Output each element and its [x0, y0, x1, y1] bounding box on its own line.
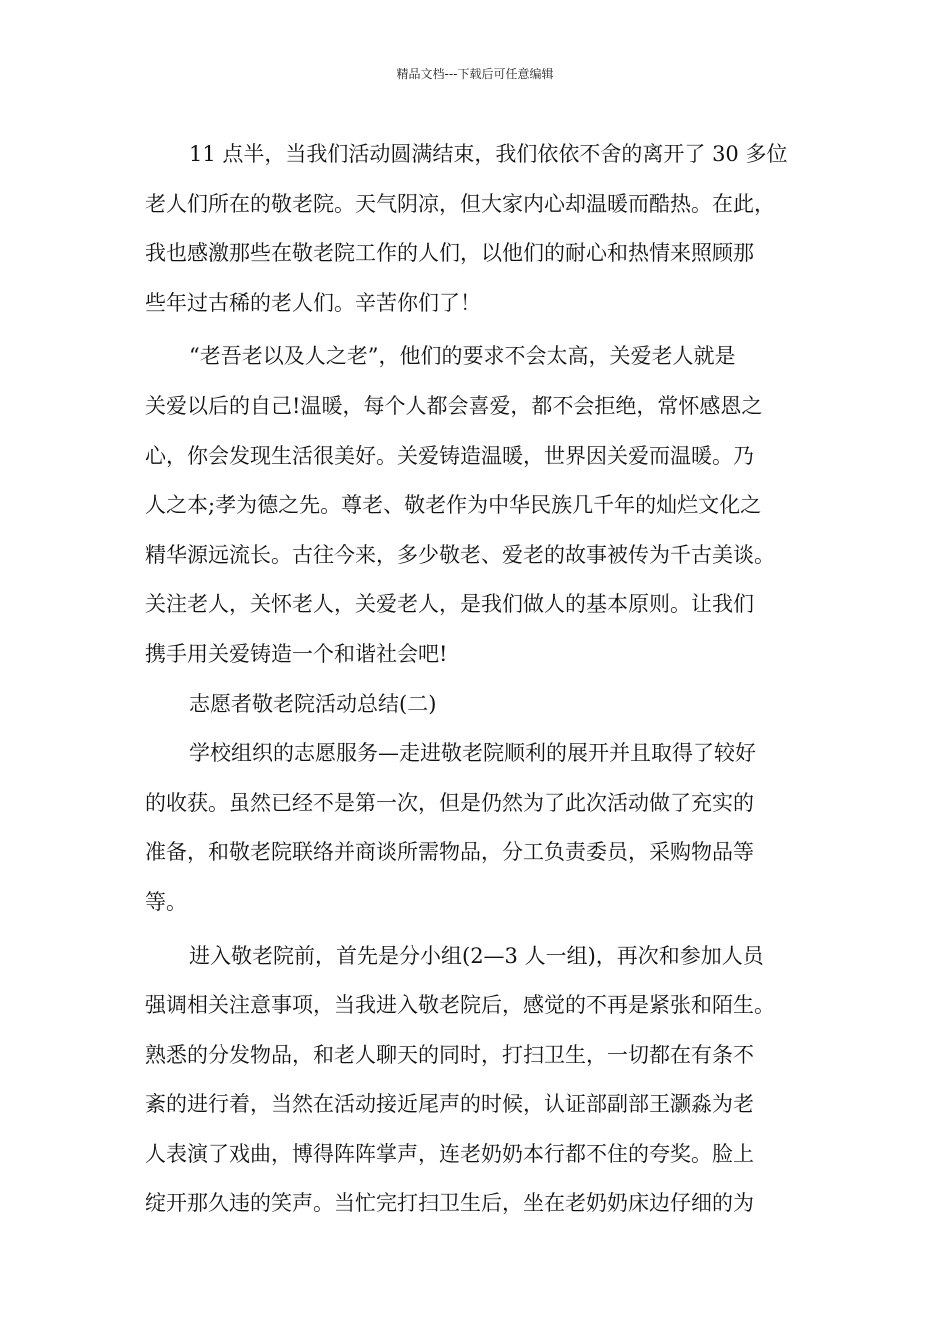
text-line: 进入敬老院前，首先是分小组(2—3 人一组)，再次和参加人员	[189, 943, 764, 968]
text-line: 人表演了戏曲，博得阵阵掌声，连老奶奶本行都不住的夸奖。脸上	[145, 1141, 754, 1166]
text-line: 的收获。虽然已经不是第一次，但是仍然为了此次活动做了充实的	[145, 790, 754, 815]
paragraph-2	[145, 332, 810, 679]
heading-text: 志愿者敬老院活动总结(二)	[189, 691, 437, 716]
text-line: 心，你会发现生活很美好。关爱铸造温暖，世界因关爱而温暖。乃	[145, 443, 754, 468]
text-line: 熟悉的分发物品，和老人聊天的同时，打扫卫生，一切都在有条不	[145, 1042, 754, 1067]
text-line: 绽开那久违的笑声。当忙完打扫卫生后，坐在老奶奶床边仔细的为	[145, 1191, 754, 1216]
text-line: 我也感激那些在敬老院工作的人们，以他们的耐心和热情来照顾那	[145, 241, 754, 266]
text-line: 学校组织的志愿服务—走进敬老院顺利的展开并且取得了较好	[189, 741, 756, 766]
text-line: 等。	[145, 889, 187, 914]
paragraph-1	[145, 130, 810, 328]
text-line: 精华源远流长。古往今来，多少敬老、爱老的故事被传为千古美谈。	[145, 542, 775, 567]
text-line: 关注老人，关怀老人，关爱老人，是我们做人的基本原则。让我们	[145, 592, 754, 617]
section-heading	[145, 680, 810, 730]
page-header: 精品文档---下载后可任意编辑	[396, 67, 554, 81]
paragraph-4	[145, 932, 810, 1230]
text-line: 人之本;孝为德之先。尊老、敬老作为中华民族几千年的灿烂文化之	[145, 493, 762, 518]
text-line: 强调相关注意事项，当我进入敬老院后，感觉的不再是紧张和陌生。	[145, 993, 775, 1018]
document-body	[145, 130, 810, 1229]
text-line: 关爱以后的自己!温暖，每个人都会喜爱，都不会拒绝，常怀感恩之	[145, 393, 763, 418]
text-line: 准备，和敬老院联络并商谈所需物品，分工负责委员，采购物品等	[145, 840, 754, 865]
text-line: 11 点半，当我们活动圆满结束，我们依依不舍的离开了 30 多位	[189, 142, 788, 166]
text-line: 携手用关爱铸造一个和谐社会吧!	[145, 641, 448, 666]
paragraph-3	[145, 729, 810, 927]
text-line: 老人们所在的敬老院。天气阴凉，但大家内心却温暖而酷热。在此，	[145, 191, 775, 216]
text-line: “老吾老以及人之老”，他们的要求不会太高，关爱老人就是	[189, 344, 736, 369]
text-line: 些年过古稀的老人们。辛苦你们了！	[145, 290, 481, 315]
text-line: 紊的进行着，当然在活动接近尾声的时候，认证部副部王灏淼为老	[145, 1092, 754, 1117]
